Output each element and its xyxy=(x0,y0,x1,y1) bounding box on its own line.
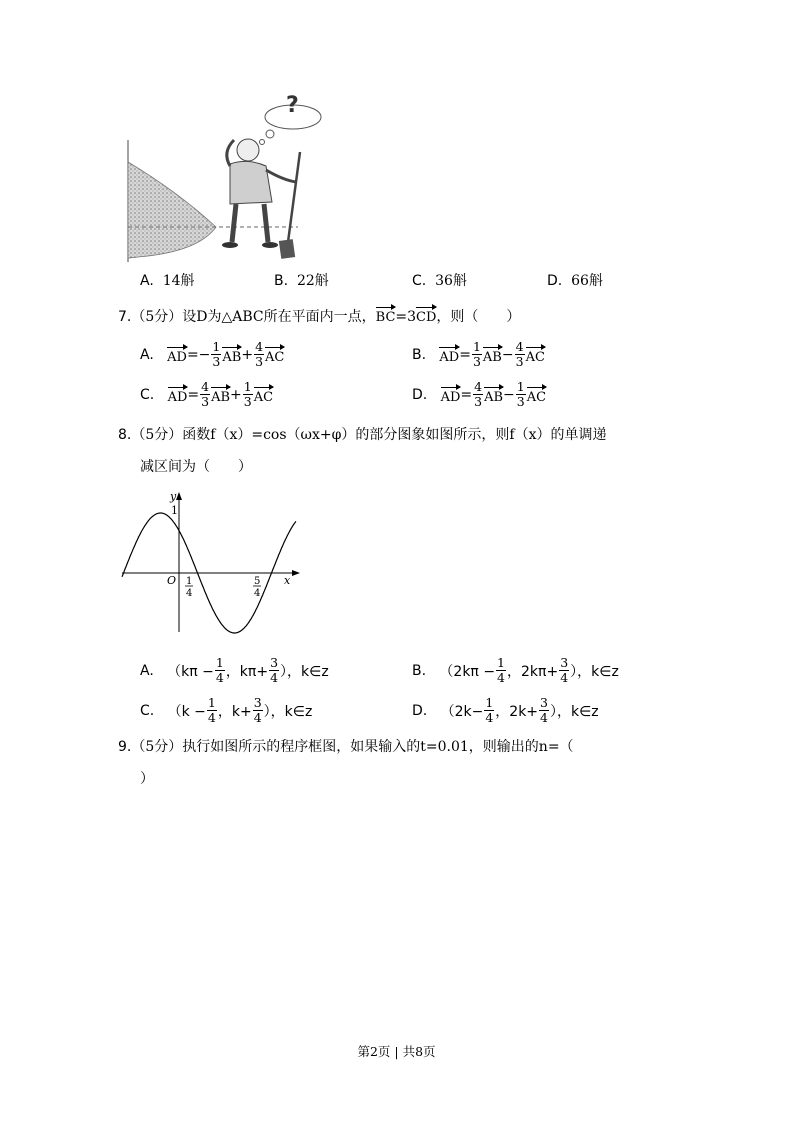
svg-text:5: 5 xyxy=(254,576,261,587)
q6-option-d: D. 66斛 xyxy=(547,273,603,289)
graph-origin-label: O xyxy=(167,574,177,587)
vector-bc: BC xyxy=(376,304,396,325)
q6-option-b: B. 22斛 xyxy=(274,273,329,289)
vector-cd: CD xyxy=(416,304,436,325)
q8-stem-line1: 8.（5分）函数f（x）=cos（ωx+φ）的部分图象如图所示，则f（x）的单调递 xyxy=(118,427,607,443)
q7-stem: 7.（5分）设D为△ABC所在平面内一点，BC=3CD，则（ ） xyxy=(118,304,520,326)
q6-option-a: A. 14斛 xyxy=(140,273,195,289)
rice-pile-illustration xyxy=(118,92,328,262)
q8-option-b: B. （2kπ − $\frac{1}{4}$ ，2kπ+ $\frac{3}{4}$ ），k∈z xyxy=(412,655,619,685)
graph-one-label: 1 xyxy=(171,504,178,517)
q8-stem-line2: 减区间为（ ） xyxy=(140,459,252,475)
svg-text:4: 4 xyxy=(254,588,261,599)
q8-option-a: A. （kπ − $\frac{1}{4}$ ，kπ+ $\frac{3}{4}$ ），k∈z xyxy=(140,655,329,685)
q8-cosine-graph xyxy=(118,490,308,638)
svg-text:?: ? xyxy=(286,93,299,118)
q7-option-b: B. AD = $\frac{1}{3}$ AB − $\frac{4}{3}$ AC xyxy=(412,339,545,369)
q9-stem-line1: 9.（5分）执行如图所示的程序框图，如果输入的t=0.01，则输出的n=（ xyxy=(118,739,574,755)
q7-option-a: A. AD =− $\frac{1}{3}$ AB + $\frac{4}{3}$ AC xyxy=(140,339,285,369)
q8-option-c: C. （k − $\frac{1}{4}$ ，k+ $\frac{3}{4}$ ），k∈z xyxy=(140,695,313,725)
q6-option-c: C. 36斛 xyxy=(412,273,467,289)
graph-x-label: x xyxy=(284,574,291,587)
svg-text:4: 4 xyxy=(186,588,193,599)
svg-text:1: 1 xyxy=(186,576,193,587)
q7-option-c: C. AD = $\frac{4}{3}$ AB + $\frac{1}{3}$ AC xyxy=(140,379,274,409)
q8-option-d: D. （2k− $\frac{1}{4}$ ，2k+ $\frac{3}{4}$ ），k∈z xyxy=(412,695,599,725)
q7-option-d: D. AD = $\frac{4}{3}$ AB − $\frac{1}{3}$ AC xyxy=(412,379,547,409)
graph-y-label: y xyxy=(170,490,177,503)
page-footer: 第2页 | 共8页 xyxy=(357,1044,436,1059)
q9-stem-line2: ） xyxy=(140,771,154,787)
